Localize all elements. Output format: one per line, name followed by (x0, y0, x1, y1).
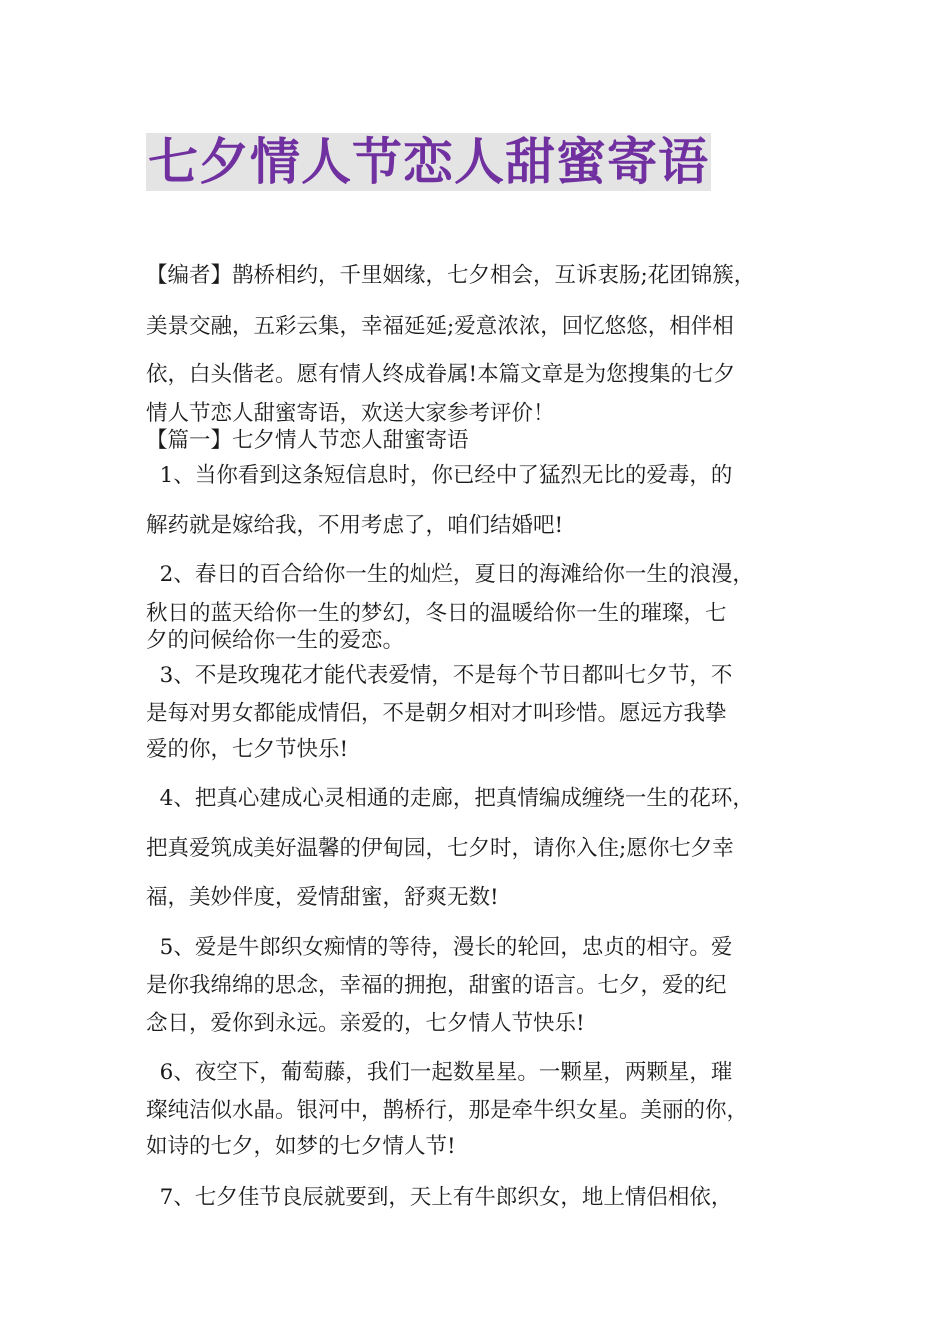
paragraph-line: 美景交融，五彩云集，幸福延延;爱意浓浓，回忆悠悠，相伴相 (146, 314, 734, 339)
paragraph-line: 1、当你看到这条短信息时，你已经中了猛烈无比的爱毒，的 (146, 463, 733, 488)
paragraph-line: 3、不是玫瑰花才能代表爱情，不是每个节日都叫七夕节，不 (146, 663, 733, 688)
paragraph-line: 爱的你，七夕节快乐! (146, 737, 349, 762)
paragraph-line: 璨纯洁似水晶。银河中，鹊桥行，那是牵牛织女星。美丽的你， (146, 1098, 749, 1123)
paragraph-line: 6、夜空下，葡萄藤，我们一起数星星。一颗星，两颗星，璀 (146, 1060, 733, 1085)
paragraph-line: 如诗的七夕，如梦的七夕情人节! (146, 1134, 456, 1159)
paragraph-line: 2、春日的百合给你一生的灿烂，夏日的海滩给你一生的浪漫， (146, 562, 754, 587)
paragraph-line: 解药就是嫁给我，不用考虑了，咱们结婚吧! (146, 513, 564, 538)
document-title: 七夕情人节恋人甜蜜寄语 (148, 133, 709, 191)
paragraph-line: 念日，爱你到永远。亲爱的，七夕情人节快乐! (146, 1011, 585, 1036)
paragraph-line: 5、爱是牛郎织女痴情的等待，漫长的轮回，忠贞的相守。爱 (146, 935, 733, 960)
paragraph-line: 把真爱筑成美好温馨的伊甸园，七夕时，请你入住;愿你七夕幸 (146, 836, 734, 861)
paragraph-line: 是每对男女都能成情侣，不是朝夕相对才叫珍惜。愿远方我挚 (146, 701, 727, 726)
paragraph-line: 秋日的蓝天给你一生的梦幻，冬日的温暖给你一生的璀璨，七 (146, 601, 727, 626)
section-heading: 【篇一】七夕情人节恋人甜蜜寄语 (146, 428, 469, 453)
paragraph-line: 依，白头偕老。愿有情人终成眷属!本篇文章是为您搜集的七夕 (146, 362, 736, 387)
paragraph-line: 7、七夕佳节良辰就要到，天上有牛郎织女，地上情侣相依， (146, 1185, 733, 1210)
paragraph-line: 是你我绵绵的思念，幸福的拥抱，甜蜜的语言。七夕，爱的纪 (146, 973, 727, 998)
paragraph-line: 4、把真心建成心灵相通的走廊，把真情编成缠绕一生的花环， (146, 786, 754, 811)
paragraph-line: 夕的问候给你一生的爱恋。 (146, 628, 405, 653)
paragraph-line: 福，美妙伴度，爱情甜蜜，舒爽无数! (146, 885, 499, 910)
paragraph-line: 情人节恋人甜蜜寄语，欢送大家参考评价！ (146, 401, 555, 426)
paragraph-line: 【编者】鹊桥相约，千里姻缘，七夕相会，互诉衷肠;花团锦簇， (146, 263, 756, 288)
